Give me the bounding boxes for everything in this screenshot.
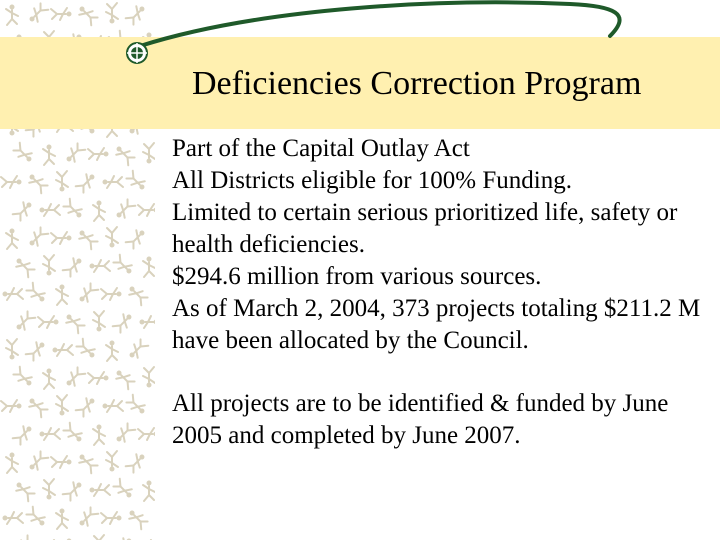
- pattern-figure: [12, 366, 35, 389]
- pattern-figure: [113, 143, 136, 166]
- pattern-figure: [143, 367, 155, 388]
- pattern-figure: [26, 395, 49, 418]
- pattern-figure: [62, 422, 85, 445]
- pattern-figure: [62, 255, 85, 278]
- pattern-figure: [75, 171, 98, 194]
- pattern-figure: [63, 142, 86, 165]
- pattern-figure: [12, 423, 35, 446]
- pattern-figure: [106, 341, 118, 362]
- pattern-figure: [3, 288, 24, 300]
- pattern-figure: [25, 282, 48, 305]
- pattern-figure: [125, 170, 148, 193]
- pattern-figure: [93, 425, 105, 446]
- pattern-figure: [106, 227, 118, 248]
- pattern-figure: [13, 479, 36, 502]
- pattern-figure: [90, 260, 111, 272]
- pattern-figure: [12, 142, 35, 165]
- pattern-figure: [63, 535, 86, 540]
- pattern-figure: [138, 204, 155, 216]
- pattern-figure: [1, 400, 22, 412]
- pattern-figure: [88, 148, 109, 160]
- pattern-figure: [112, 311, 135, 334]
- pattern-figure: [43, 479, 55, 500]
- pattern-figure: [38, 316, 59, 328]
- pattern-figure: [125, 394, 148, 417]
- pattern-figure: [56, 509, 68, 530]
- pattern-figure: [106, 451, 118, 472]
- pattern-figure: [112, 535, 135, 540]
- pattern-figure: [75, 395, 98, 418]
- body-line-4: $294.6 million from various sources.: [172, 263, 542, 290]
- pattern-figure: [51, 232, 72, 244]
- pattern-figure: [76, 451, 99, 474]
- pattern-figure: [76, 282, 99, 305]
- pattern-figure: [25, 506, 48, 529]
- pattern-figure: [103, 176, 124, 188]
- pattern-figure: [43, 369, 55, 390]
- pattern-figure: [62, 479, 85, 502]
- pattern-figure: [93, 311, 105, 332]
- pattern-figure: [126, 338, 149, 361]
- pattern-figure: [51, 456, 72, 468]
- pattern-figure: [143, 257, 155, 278]
- pattern-figure: [56, 285, 68, 306]
- pattern-figure: [125, 451, 148, 474]
- spacer: [172, 357, 712, 388]
- pattern-figure: [112, 254, 135, 277]
- pattern-figure: [103, 400, 124, 412]
- pattern-figure: [113, 198, 136, 221]
- pattern-figure: [140, 316, 156, 328]
- body-line-3: Limited to certain serious prioritized life, safety or health deficiencies.: [172, 199, 678, 258]
- pattern-figure: [88, 372, 109, 384]
- pattern-figure: [13, 310, 36, 333]
- globe-icon: [125, 41, 149, 65]
- body-line-5: As of March 2, 2004, 373 projects totaling $211.2 M have been allocated by the Council.: [172, 295, 701, 354]
- pattern-figure: [1, 176, 22, 188]
- pattern-figure: [13, 534, 36, 540]
- pattern-figure: [3, 512, 24, 524]
- pattern-figure: [26, 171, 49, 194]
- slide-title: Deficiencies Correction Program: [192, 65, 642, 102]
- pattern-figure: [143, 143, 155, 164]
- pattern-figure: [143, 481, 155, 502]
- pattern-figure: [93, 201, 105, 222]
- pattern-figure: [43, 145, 55, 166]
- pattern-figure: [6, 453, 18, 474]
- pattern-figure: [25, 339, 48, 362]
- pattern-figure: [26, 226, 49, 249]
- pattern-figure: [76, 506, 99, 529]
- pattern-figure: [113, 367, 136, 390]
- pattern-figure: [126, 283, 149, 306]
- pattern-figure: [40, 428, 61, 440]
- pattern-figure: [75, 338, 98, 361]
- body-line-1: Part of the Capital Outlay Act: [172, 135, 470, 162]
- pattern-figure: [63, 311, 86, 334]
- pattern-figure: [13, 255, 36, 278]
- pattern-figure: [63, 366, 86, 389]
- pattern-figure: [76, 227, 99, 250]
- pattern-figure: [40, 204, 61, 216]
- pattern-figure: [56, 395, 68, 416]
- pattern-figure: [6, 229, 18, 250]
- body-line-2: All Districts eligible for 100% Funding.: [172, 167, 572, 194]
- pattern-figure: [12, 199, 35, 222]
- pattern-figure: [26, 450, 49, 473]
- body-line-6: All projects are to be identified & funded by June 2005 and completed by June 2007.: [172, 390, 669, 449]
- slide-body: [172, 133, 712, 452]
- pattern-figure: [90, 484, 111, 496]
- pattern-figure: [112, 478, 135, 501]
- pattern-figure: [53, 344, 74, 356]
- pattern-figure: [43, 255, 55, 276]
- pattern-figure: [56, 171, 68, 192]
- pattern-figure: [138, 428, 155, 440]
- pattern-figure: [101, 288, 122, 300]
- pattern-figure: [125, 227, 148, 250]
- pattern-figure: [101, 512, 122, 524]
- pattern-figure: [62, 198, 85, 221]
- pattern-figure: [126, 507, 149, 530]
- pattern-figure: [6, 339, 18, 360]
- pattern-figure: [113, 422, 136, 445]
- pattern-figure: [93, 535, 105, 540]
